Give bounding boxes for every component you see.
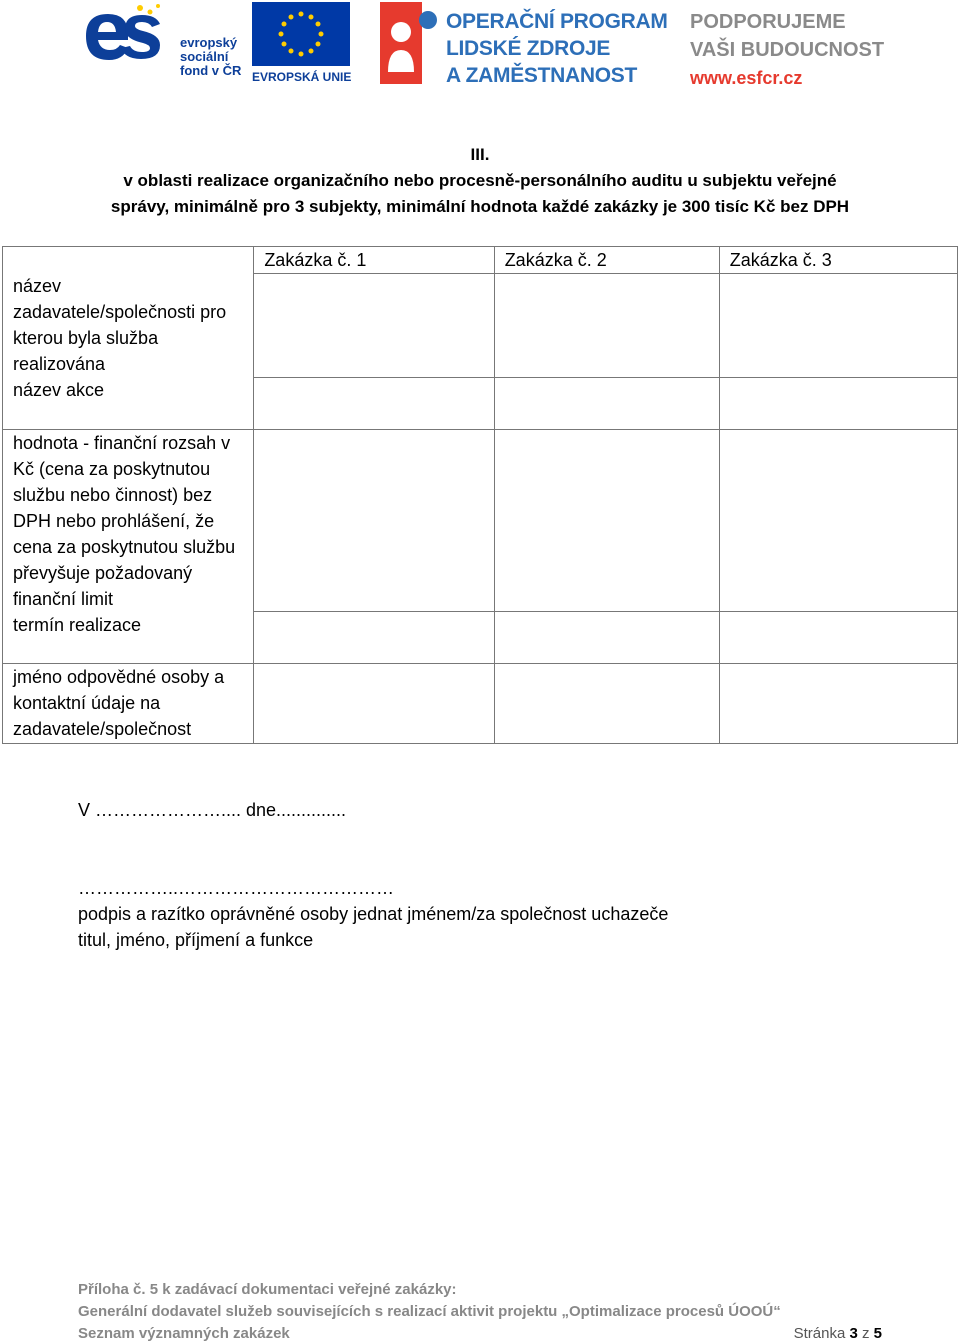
op-text-line: A ZAMĚSTNANOST <box>446 64 638 87</box>
op-text-line: OPERAČNÍ PROGRAM <box>446 10 668 33</box>
table-cell[interactable] <box>254 664 494 744</box>
table-cell[interactable] <box>254 430 494 612</box>
section-title-line: správy, minimálně pro 3 subjekty, minimální hodnota každé zakázky je 300 tisíc Kč bez DPH <box>110 197 850 216</box>
page-number <box>794 1325 882 1342</box>
footer-doc-name: Seznam významných zakázek <box>78 1325 290 1342</box>
table-cell[interactable] <box>719 430 957 612</box>
section-title-line: v oblasti realizace organizačního nebo procesně-personálního auditu u subjektu veřejné <box>123 171 837 190</box>
row-label: název zadavatele/společnosti pro kterou byla služba realizována <box>13 276 227 374</box>
row-label: název akce <box>13 380 105 400</box>
table-cell[interactable] <box>494 274 719 378</box>
table-row <box>3 430 958 612</box>
table-cell[interactable] <box>254 612 494 664</box>
footer-line-3 <box>78 1325 882 1342</box>
table-row <box>3 664 958 744</box>
row-label: hodnota - finanční rozsah v Kč (cena za poskytnutou službu nebo činnost) bez DPH nebo prohlášení, že cena za poskytnutou službu převyšuje požadovaný finanční limit <box>13 433 236 609</box>
support-url: www.esfcr.cz <box>690 68 803 88</box>
op-logo-text <box>446 8 668 89</box>
signature-caption: podpis a razítko oprávněné osoby jednat jménem/za společnost uchazeče <box>78 904 669 924</box>
page-separator: z <box>861 1325 870 1342</box>
column-header: Zakázka č. 3 <box>719 247 957 274</box>
row-label: termín realizace <box>13 615 142 635</box>
table-cell[interactable] <box>494 612 719 664</box>
esf-text-line: sociální <box>180 49 229 64</box>
op-text-line: LIDSKÉ ZDROJE <box>446 37 611 60</box>
esf-text-line: evropský <box>180 35 238 50</box>
contracts-table <box>2 246 958 744</box>
footer-line: Generální dodavatel služeb souvisejících s realizací aktivit projektu „Optimalizace procesů ÚOOÚ“ <box>78 1303 781 1320</box>
table-cell[interactable] <box>494 378 719 430</box>
row-label: jméno odpovědné osoby a kontaktní údaje na zadavatele/společnost <box>13 667 225 739</box>
table-cell[interactable] <box>254 378 494 430</box>
support-text-line: PODPORUJEME <box>690 11 846 33</box>
esf-text-line: fond v ČR <box>180 63 242 78</box>
table-cell[interactable] <box>719 274 957 378</box>
header-logos <box>80 0 885 90</box>
op-logo-figure <box>380 2 440 84</box>
eu-logo-text: EVROPSKÁ UNIE <box>252 70 352 84</box>
page-total: 5 <box>873 1325 882 1342</box>
signature-caption: titul, jméno, příjmení a funkce <box>78 930 314 950</box>
page-current: 3 <box>849 1325 858 1342</box>
support-logo-text <box>690 8 884 92</box>
section-number: III. <box>470 145 490 164</box>
table-cell[interactable] <box>719 378 957 430</box>
table-cell[interactable] <box>719 664 957 744</box>
signature-dots: ……………..……………………………… <box>78 878 395 898</box>
column-header: Zakázka č. 1 <box>254 247 494 274</box>
table-cell[interactable] <box>719 612 957 664</box>
place-date-line: V ………………….... dne.............. <box>78 800 347 820</box>
footer-line: Příloha č. 5 k zadávací dokumentaci veřejné zakázky: <box>78 1281 457 1298</box>
support-text-line: VAŠI BUDOUCNOST <box>690 39 885 61</box>
esf-logo <box>80 2 172 82</box>
table-header-row <box>3 247 958 274</box>
row-label-cell <box>3 664 254 744</box>
table-cell[interactable] <box>494 430 719 612</box>
column-header: Zakázka č. 2 <box>494 247 719 274</box>
row-label-cell <box>3 430 254 664</box>
table-cell[interactable] <box>254 274 494 378</box>
table-corner-cell <box>3 247 254 430</box>
esf-logo-text <box>180 36 241 78</box>
page-prefix: Stránka <box>793 1325 846 1342</box>
table-cell[interactable] <box>494 664 719 744</box>
